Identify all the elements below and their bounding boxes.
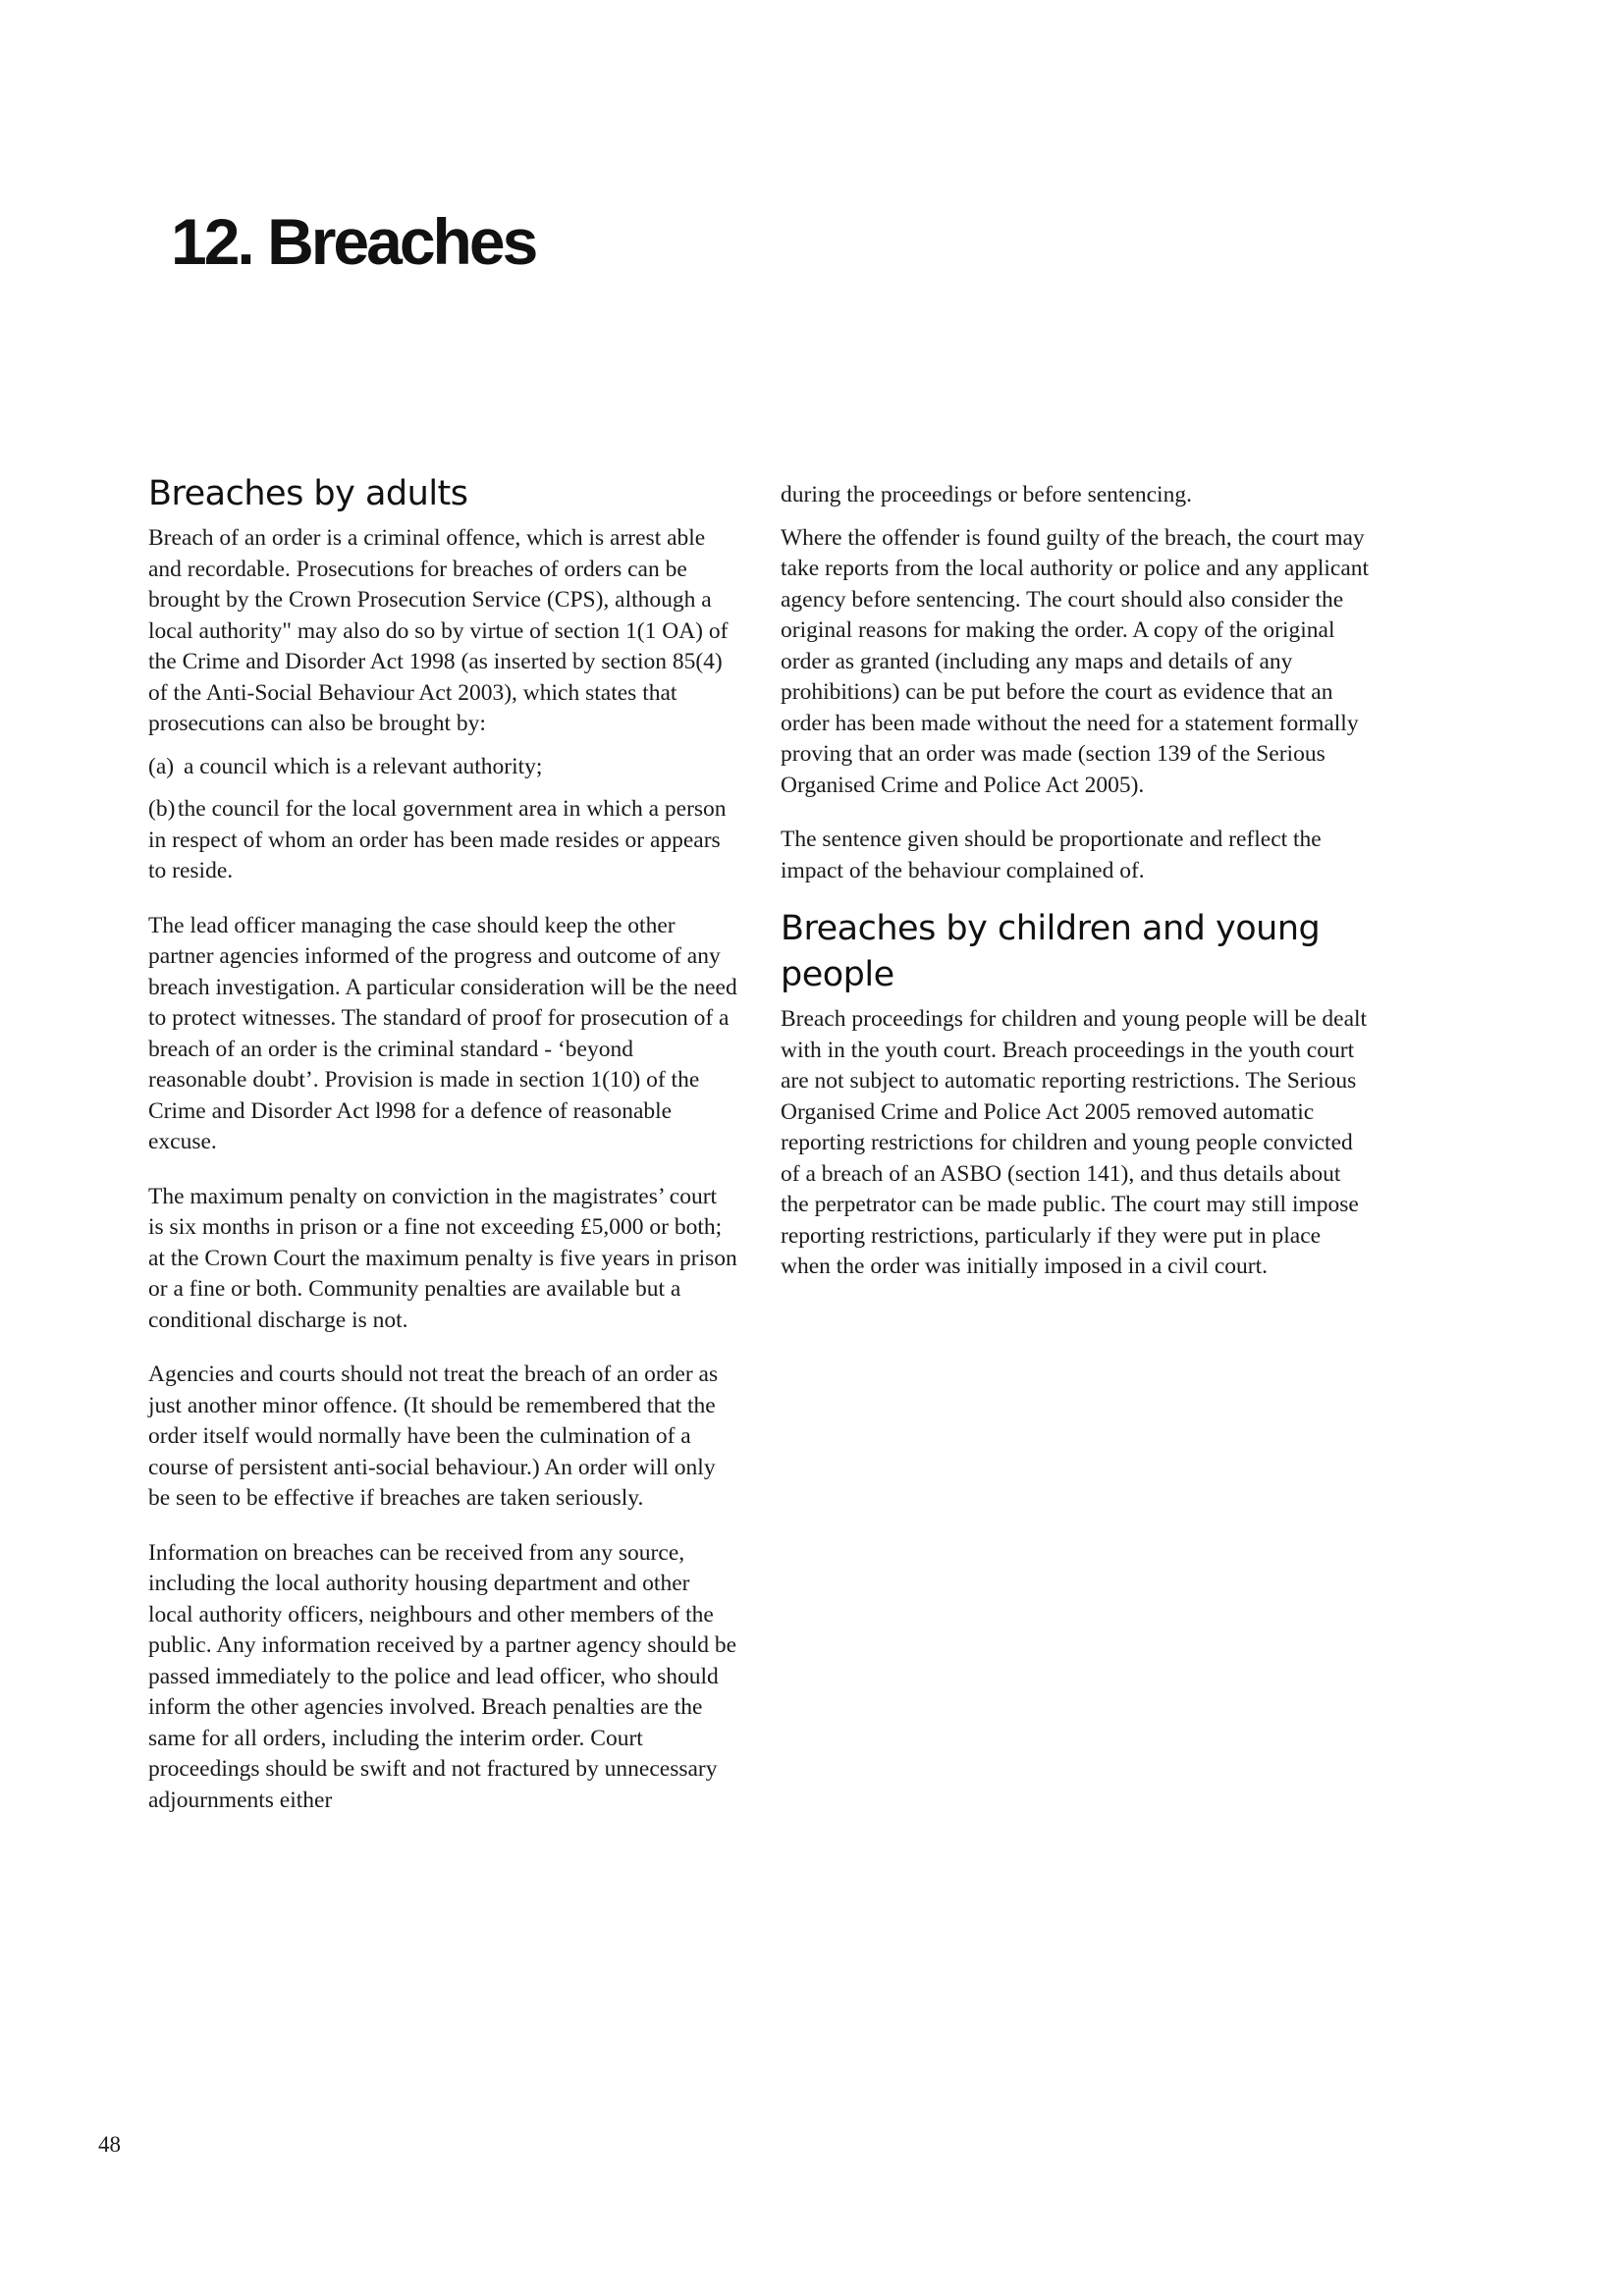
body-paragraph: The lead officer managing the case should keep the other partner agencies informed of the progress and outcome of any breach investigation. A particular consideration will be the need to protect witnesses. The standard of proof for prosecution of a breach of an order is the criminal standard - ‘beyond reasonable doubt’. Provision is made in section 1(10) of the Crime and Disorder Act l998 for a defence of reasonable excuse. [148, 912, 737, 1154]
list-item-text: a council which is a relevant authority; [184, 753, 543, 779]
list-item [148, 752, 737, 783]
body-paragraph: Agencies and courts should not treat the breach of an order as just another minor offence. (It should be remembered that the order itself would normally have been the culmination of a course of persistent anti-social behaviour.) An order will only be seen to be effective if breaches are taken seriously. [148, 1362, 719, 1511]
chapter-title: 12. Breaches [171, 205, 536, 278]
body-paragraph: The maximum penalty on conviction in the magistrates’ court is six months in prison or a fine not exceeding £5,000 or both; at the Crown Court the maximum penalty is five years in prison or a fine or both. Community penalties are available but a conditional discharge is not. [148, 1183, 737, 1333]
list-item-text: the council for the local government area in which a person in respect of whom an order has been made resides or appears to reside. [148, 796, 727, 883]
page-number: 48 [98, 2132, 121, 2157]
list-marker: (b) [148, 796, 176, 822]
list-marker: (a) [148, 753, 175, 779]
body-paragraph: The sentence given should be proportionate and reflect the impact of the behaviour complained of. [781, 827, 1322, 883]
section-heading-children: Breaches by children and young people [781, 909, 1321, 994]
body-paragraph: during the proceedings or before sentencing. [781, 482, 1192, 507]
left-column [148, 471, 737, 1840]
right-column [781, 480, 1370, 1307]
body-paragraph: Breach proceedings for children and young people will be dealt with in the youth court. Breach proceedings in the youth court are not subject to automatic reporting restrictions. The Serious Organised Crime and Police Act 2005 removed automatic reporting restrictions for children and young people convicted of a breach of an ASBO (section 141), and thus details about the perpetrator can be made public. The court may still impose reporting restrictions, particularly if they were put in place when the order was initially imposed in a civil court. [781, 1006, 1368, 1279]
body-paragraph: Information on breaches can be received from any source, including the local authority housing department and other local authority officers, neighbours and other members of the public. Any information received by a partner agency should be passed immediately to the police and lead officer, who should inform the other agencies involved. Breach penalties are the same for all orders, including the interim order. Court proceedings should be swift and not fractured by unnecessary adjournments either [148, 1539, 737, 1813]
list-item [148, 794, 737, 887]
body-paragraph: Where the offender is found guilty of the breach, the court may take reports from the local authority or police and any applicant agency before sentencing. The court should also consider the original reasons for making the order. A copy of the original order as granted (including any maps and details of any prohibitions) can be put before the court as evidence that an order has been made without the need for a statement formally proving that an order was made (section 139 of the Serious Organised Crime and Police Act 2005). [781, 524, 1370, 798]
section-heading-adults: Breaches by adults [148, 474, 468, 513]
intro-paragraph: Breach of an order is a criminal offence, which is arrest able and recordable. Prosecutions for breaches of orders can be brought by the Crown Prosecution Service (CPS), although a local authority" may also do so by virtue of section 1(1 OA) of the Crime and Disorder Act 1998 (as inserted by section 85(4) of the Anti-Social Behaviour Act 2003), which states that prosecutions can also be brought by: [148, 525, 729, 736]
